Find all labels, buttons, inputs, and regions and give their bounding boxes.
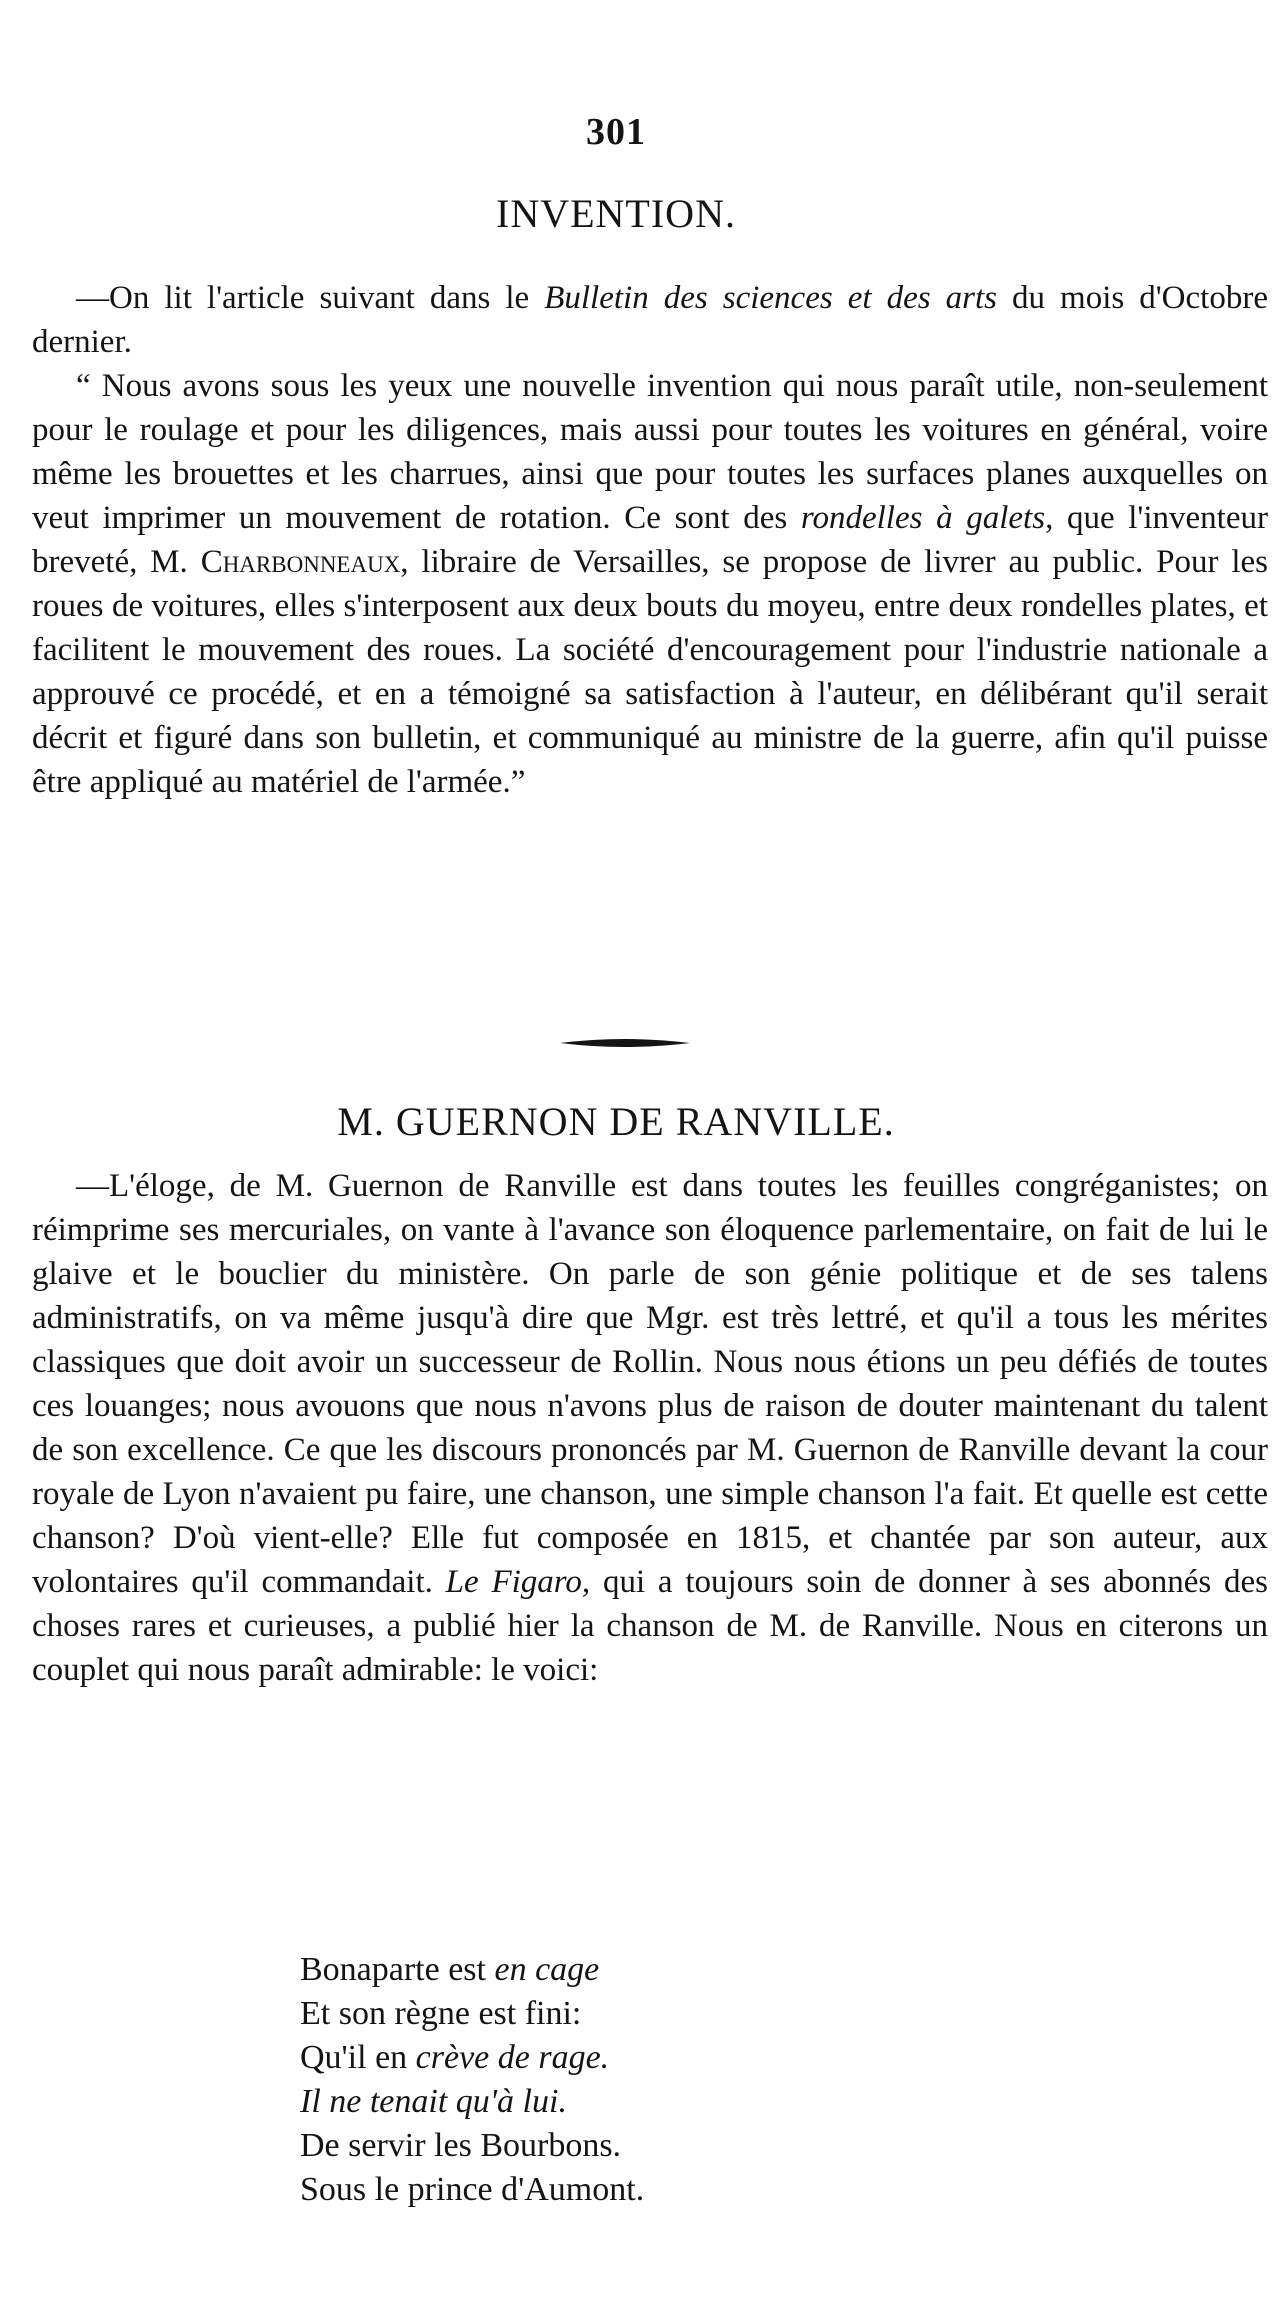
verse-line: De servir les Bourbons. [300,2127,622,2164]
text-run: libraire de Versailles, se propose de livrer au public. Pour les roues de voitures, elles s'interposent aux deux bouts du moyeu, entre deux rondelles plates, et facilitent le mouvement des roues. La société d'encouragement pour l'industrie nationale a approuvé ce procédé, et en a témoigné sa satisfaction à l'auteur, en délibérant qu'il serait décrit et figuré dans son bulletin, et communiqué au ministre de la guerre, afin qu'il puisse être appliqué au matériel de l'armée.” [32,544,1268,800]
verse-line [300,2036,644,2080]
italic-run: crève de rage. [415,2039,610,2076]
italic-run: Le Figaro, [445,1564,591,1600]
text-run: —L'éloge, de M. Guernon de Ranville est dans toutes les feuilles congréganistes; on réimprime ses mercuriales, on vante à l'avance son éloquence parlementaire, on fait de lui le glaive et le bouclier du ministère. On parle de son génie politique et de ses talens administratifs, on va même jusqu'à dire que Mgr. est très lettré, et qu'il a tous les mérites classiques que doit avoir un successeur de Rollin. Nous nous étions un peu défiés de toutes ces louanges; nous avouons que nous n'avons plus de raison de douter maintenant du talent de son excellence. Ce que les discours prononcés par M. Guernon de Ranville devant la cour royale de Lyon n'avaient pu faire, une chanson, une simple chanson l'a fait. Et quelle est cette chanson? D'où vient-elle? Elle fut composée en 1815, et chantée par son auteur, aux volontaires qu'il commandait. [32,1168,1268,1600]
song-verse [300,1948,644,2212]
italic-run: rondelles à galets, [800,500,1054,536]
section-title-guernon: M. GUERNON DE RANVILLE. [337,1099,895,1144]
section-title-invention: INVENTION. [496,191,736,236]
smallcaps-run: Charbonneaux, [200,544,409,580]
italic-run: Il ne tenait qu'à lui. [300,2083,567,2120]
paragraph [32,1164,1268,1692]
text-run: que l'inventeur breveté, M. [32,500,1268,580]
document-page [32,0,1272,2316]
italic-run: en cage [494,1951,600,1988]
text-run: —On lit l'article suivant dans le [76,280,545,316]
section-divider [560,1036,690,1050]
paragraph [32,364,1268,804]
text-run: qui a toujours soin de donner à ses abonnés des choses rares et curieuses, a publié hier la chanson de M. de Ranville. Nous en citerons un couplet qui nous paraît admirable: le voici: [32,1564,1269,1688]
paragraph [32,276,1268,364]
page-number: 301 [586,111,646,153]
italic-run: Bulletin des sciences et des arts [544,280,997,316]
text-run: Bonaparte est [300,1951,495,1988]
verse-line [300,1948,644,1992]
section-body-guernon [32,1164,1268,1692]
verse-line: Sous le prince d'Aumont. [300,2171,645,2208]
section-body-invention [32,276,1268,804]
text-run: Qu'il en [300,2039,416,2076]
verse-line [300,2080,644,2124]
verse-line: Et son règne est fini: [300,1995,582,2032]
text-run: du mois d'Octobre dernier. [32,280,1268,360]
text-run: “ Nous avons sous les yeux une nouvelle invention qui nous paraît utile, non-seulement pour le roulage et pour les diligences, mais aussi pour toutes les voitures en général, voire même les brouettes et les charrues, ainsi que pour toutes les surfaces planes auxquelles on veut imprimer un mouvement de rotation. Ce sont des [32,368,1268,536]
